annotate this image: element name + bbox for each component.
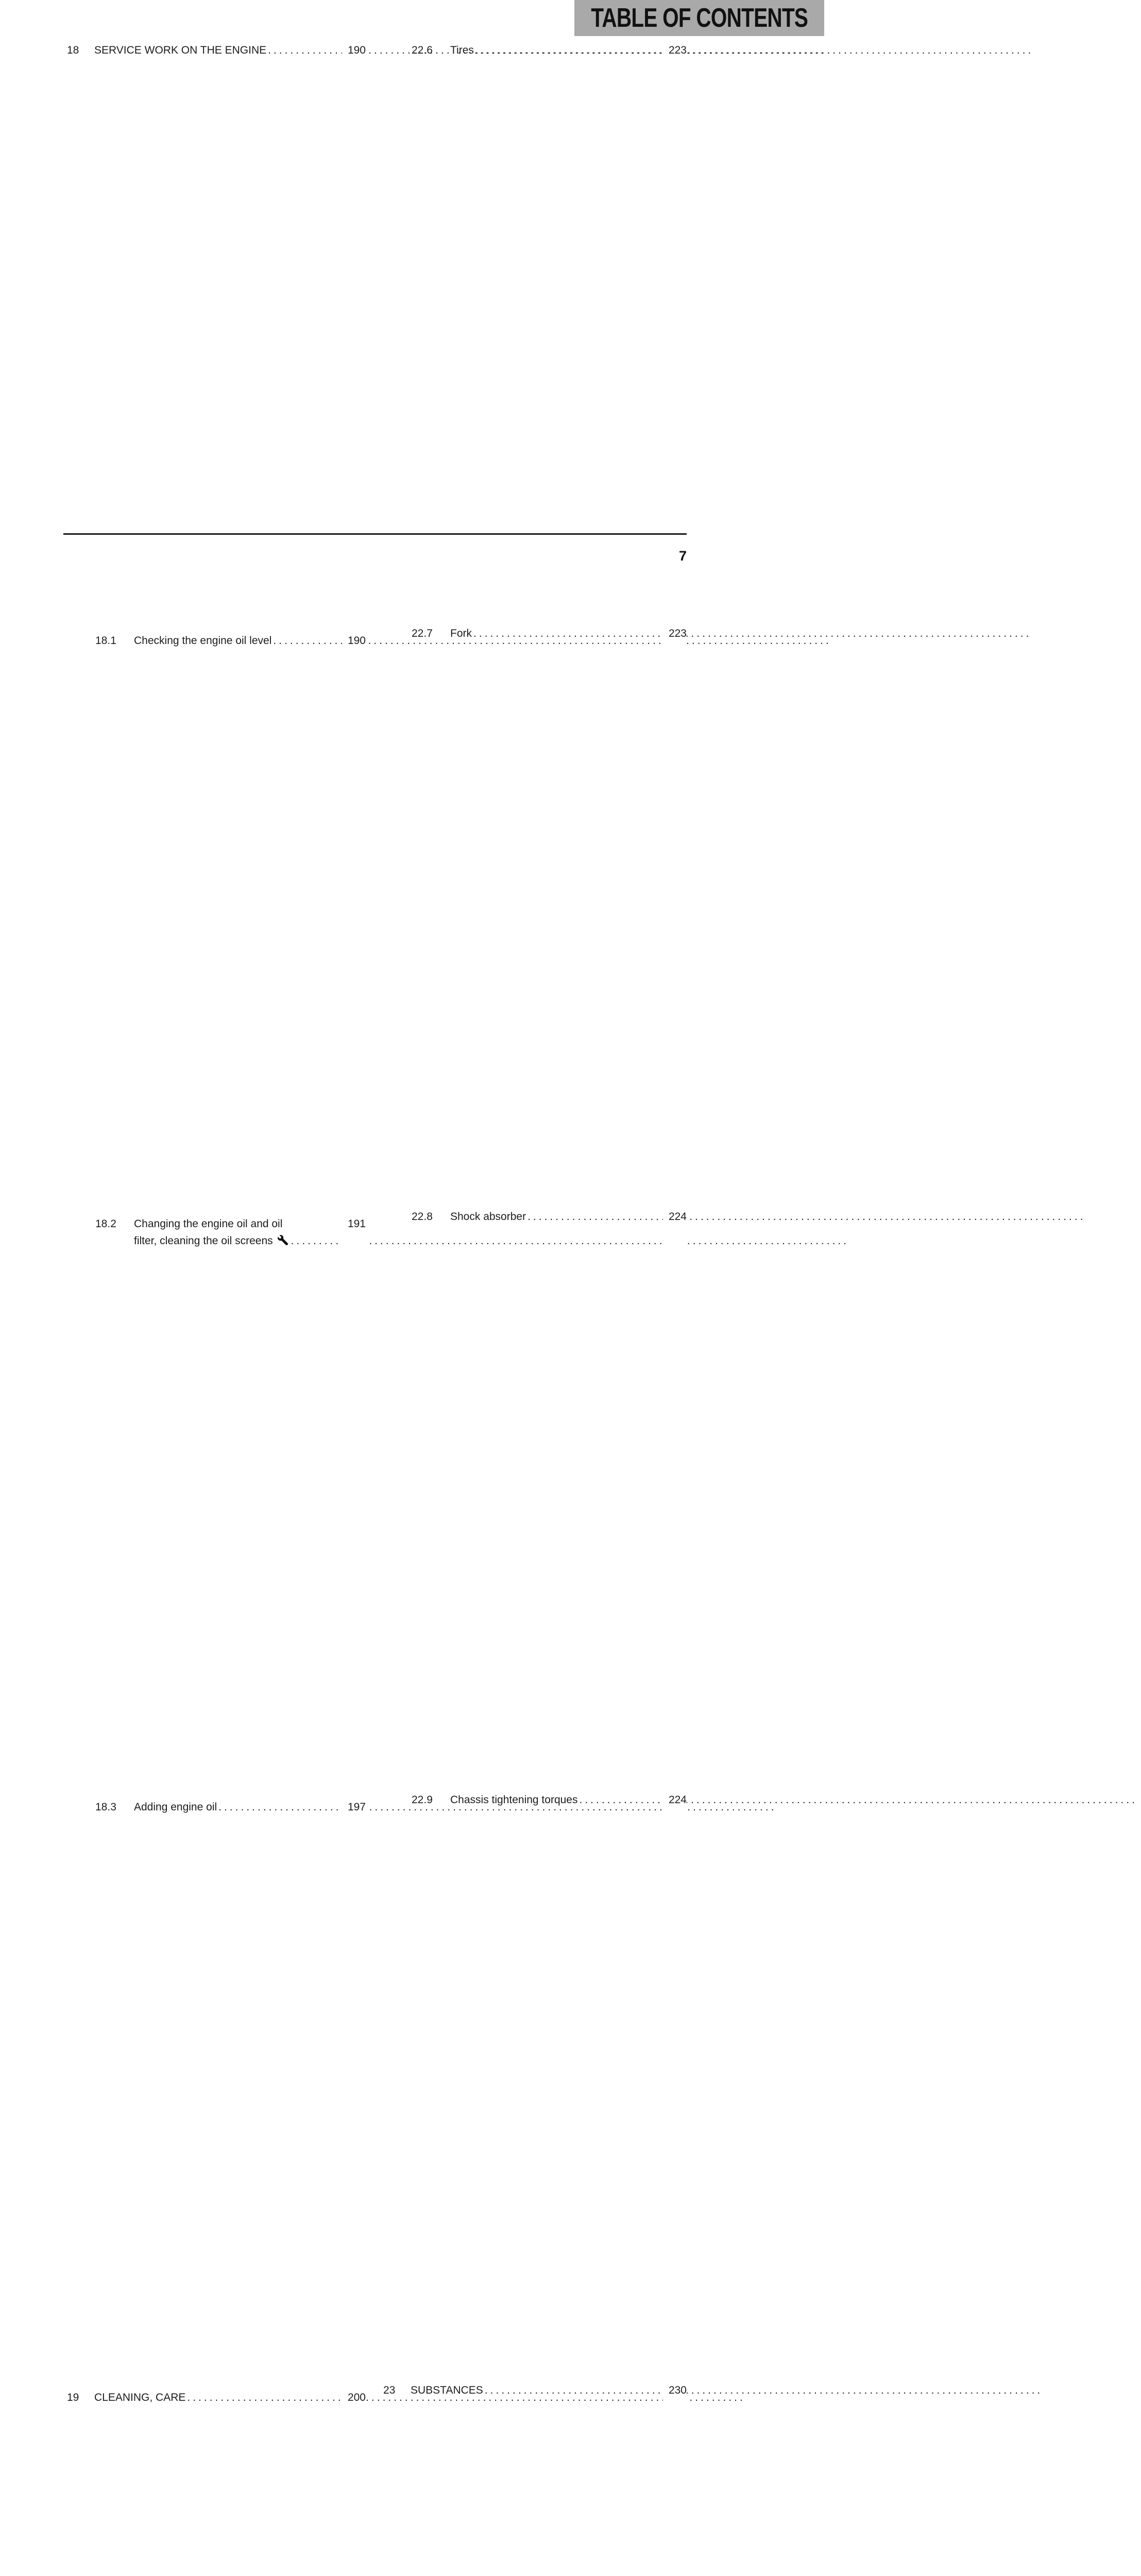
toc-column-right	[383, 42, 687, 2576]
toc-entry-page: 197	[342, 1799, 366, 2382]
toc-entry-number: 18.2	[95, 1218, 116, 1230]
toc-entry	[383, 1208, 687, 1791]
toc-entry-line	[411, 2382, 656, 2399]
toc-entry-body	[134, 1799, 335, 2382]
toc-entry-number: 22.9	[412, 1794, 433, 1806]
toc-entry-body	[450, 1208, 656, 1791]
toc-entry-title: SERVICE WORK ON THE ENGINE	[94, 44, 267, 56]
toc-entry-page: 224	[663, 1208, 687, 1791]
toc-entry-body	[411, 2382, 656, 2576]
toc-entry	[67, 632, 366, 1215]
toc-entry	[383, 2382, 687, 2576]
toc-entry-line	[450, 1791, 656, 1808]
toc-entry-title: filter, cleaning the oil screens	[134, 1235, 273, 1247]
page-number: 7	[678, 548, 687, 564]
dot-leader	[485, 2382, 1043, 2399]
toc-entry-page: 190	[342, 632, 366, 1215]
toc-entry	[67, 1215, 366, 1799]
toc-entry-number: 22.6	[412, 44, 433, 56]
toc-entry	[383, 1791, 687, 2375]
toc-entry-page: 223	[663, 42, 687, 625]
toc-entry-number: 23	[383, 2384, 396, 2396]
toc-entry-number: 22.8	[412, 1211, 433, 1223]
toc-column-left	[67, 42, 366, 2576]
dot-leader	[473, 625, 1031, 642]
toc-entry	[67, 1799, 366, 2382]
toc-entry-body	[450, 1791, 656, 2375]
toc-entry-page: 190	[342, 42, 366, 625]
toc-entry-number: 22.7	[412, 628, 433, 639]
toc-entry-line	[134, 1215, 335, 1232]
toc-entry-page: 191	[342, 1215, 366, 1799]
toc-entry-line	[134, 1799, 335, 1816]
wrench-icon	[278, 1235, 288, 1245]
dot-leader	[475, 42, 1033, 59]
toc-entry-number: 18.1	[95, 635, 116, 647]
toc-entry-line	[134, 1232, 335, 1249]
toc-entry-line	[450, 625, 656, 642]
toc-entry-title: Changing the engine oil and oil	[134, 1218, 283, 1230]
toc-entry	[383, 625, 687, 1208]
toc-entry-body	[450, 42, 656, 625]
page-title: TABLE OF CONTENTS	[591, 3, 808, 33]
toc-entry-number: 18	[67, 44, 79, 56]
toc-entry	[67, 42, 366, 625]
toc-entry-body	[134, 632, 335, 1215]
toc-entry-body	[94, 42, 335, 625]
footer-divider	[63, 533, 687, 535]
toc-entry-title: CLEANING, CARE	[94, 2392, 186, 2403]
toc-entry-line	[450, 1208, 656, 1225]
toc-entry-page: 224	[663, 1791, 687, 2375]
toc-entry-line	[134, 632, 335, 649]
toc-entry-page: 200	[342, 2389, 366, 2576]
toc-entry-title: Tires	[450, 44, 474, 56]
toc-entry	[67, 2389, 366, 2576]
toc-entry-number: 18.3	[95, 1801, 116, 1813]
toc-entry-line	[94, 2389, 335, 2406]
toc-entry-body	[134, 1215, 335, 1799]
toc-entry-number: 19	[67, 2392, 79, 2403]
toc-entry-title: Chassis tightening torques	[450, 1794, 578, 1806]
dot-leader	[527, 1208, 1085, 1225]
toc-entry	[383, 42, 687, 625]
toc-entry-line	[94, 42, 335, 59]
toc-entry-title: Adding engine oil	[134, 1801, 217, 1813]
toc-entry-title: Fork	[450, 628, 472, 639]
contents-banner	[574, 0, 824, 36]
toc-entry-page: 230	[663, 2382, 687, 2576]
toc-entry-title: Shock absorber	[450, 1211, 526, 1223]
toc-entry-body	[450, 625, 656, 1208]
toc-entry-line	[450, 42, 656, 59]
toc-entry-page: 223	[663, 625, 687, 1208]
toc-entry-title: Checking the engine oil level	[134, 635, 272, 647]
toc-entry-title: SUBSTANCES	[411, 2384, 483, 2396]
toc-entry-body	[94, 2389, 335, 2576]
